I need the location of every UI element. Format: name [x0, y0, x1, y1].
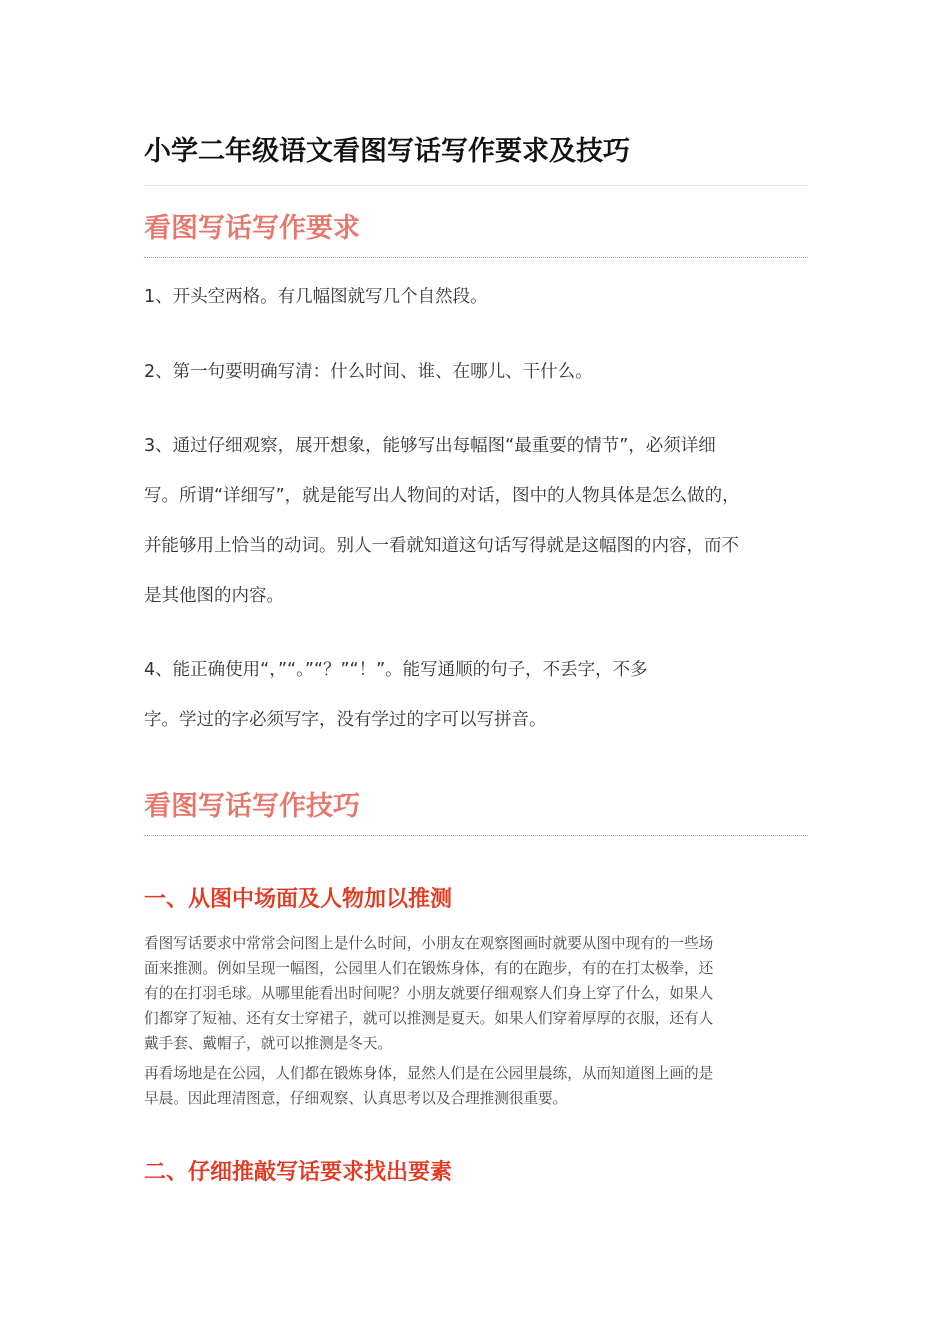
paragraph-line: 再看场地是在公园，人们都在锻炼身体，显然人们是在公园里晨练，从而知道图上画的是	[144, 1065, 714, 1082]
paragraph-line: 有的在打羽毛球。从哪里能看出时间呢？小朋友就要仔细观察人们身上穿了什么，如果人	[144, 985, 714, 1002]
requirement-line: 4、能正确使用“，”“。”“？”“！”。能写通顺的句子，不丢字，不多	[144, 660, 648, 680]
subsection-heading-1: 一、从图中场面及人物加以推测	[144, 887, 453, 912]
body-paragraph-2	[144, 1061, 808, 1111]
requirement-line: 是其他图的内容。	[144, 586, 284, 606]
requirement-item-3	[144, 421, 808, 621]
requirement-item-4	[144, 645, 808, 745]
requirement-item-1	[144, 272, 808, 322]
requirement-line: 2、第一句要明确写清：什么时间、谁、在哪儿、干什么。	[144, 362, 593, 382]
paragraph-line: 戴手套、戴帽子，就可以推测是冬天。	[144, 1035, 393, 1052]
section-divider-requirements	[144, 257, 808, 258]
requirement-line: 1、开头空两格。有几幅图就写几个自然段。	[144, 287, 488, 307]
section-heading-techniques: 看图写话写作技巧	[144, 791, 360, 822]
title-divider	[144, 185, 808, 186]
requirement-item-2	[144, 347, 808, 397]
requirement-line: 3、通过仔细观察，展开想象，能够写出每幅图“最重要的情节”，必须详细	[144, 436, 716, 456]
paragraph-line: 看图写话要求中常常会问图上是什么时间，小朋友在观察图画时就要从图中现有的一些场	[144, 935, 714, 952]
document-title: 小学二年级语文看图写话写作要求及技巧	[144, 136, 630, 167]
subsection-heading-2: 二、仔细推敲写话要求找出要素	[144, 1160, 453, 1185]
requirement-line: 写。所谓“详细写”，就是能写出人物间的对话，图中的人物具体是怎么做的，	[144, 486, 740, 506]
paragraph-line: 面来推测。例如呈现一幅图，公园里人们在锻炼身体，有的在跑步，有的在打太极拳，还	[144, 960, 714, 977]
paragraph-line: 早晨。因此理清图意，仔细观察、认真思考以及合理推测很重要。	[144, 1090, 568, 1107]
section-heading-requirements: 看图写话写作要求	[144, 213, 360, 244]
section-divider-techniques	[144, 835, 808, 836]
paragraph-line: 们都穿了短袖、还有女士穿裙子，就可以推测是夏天。如果人们穿着厚厚的衣服，还有人	[144, 1010, 714, 1027]
body-paragraph-1	[144, 931, 808, 1056]
requirement-line: 字。学过的字必须写字，没有学过的字可以写拼音。	[144, 710, 547, 730]
requirement-line: 并能够用上恰当的动词。别人一看就知道这句话写得就是这幅图的内容，而不	[144, 536, 739, 556]
